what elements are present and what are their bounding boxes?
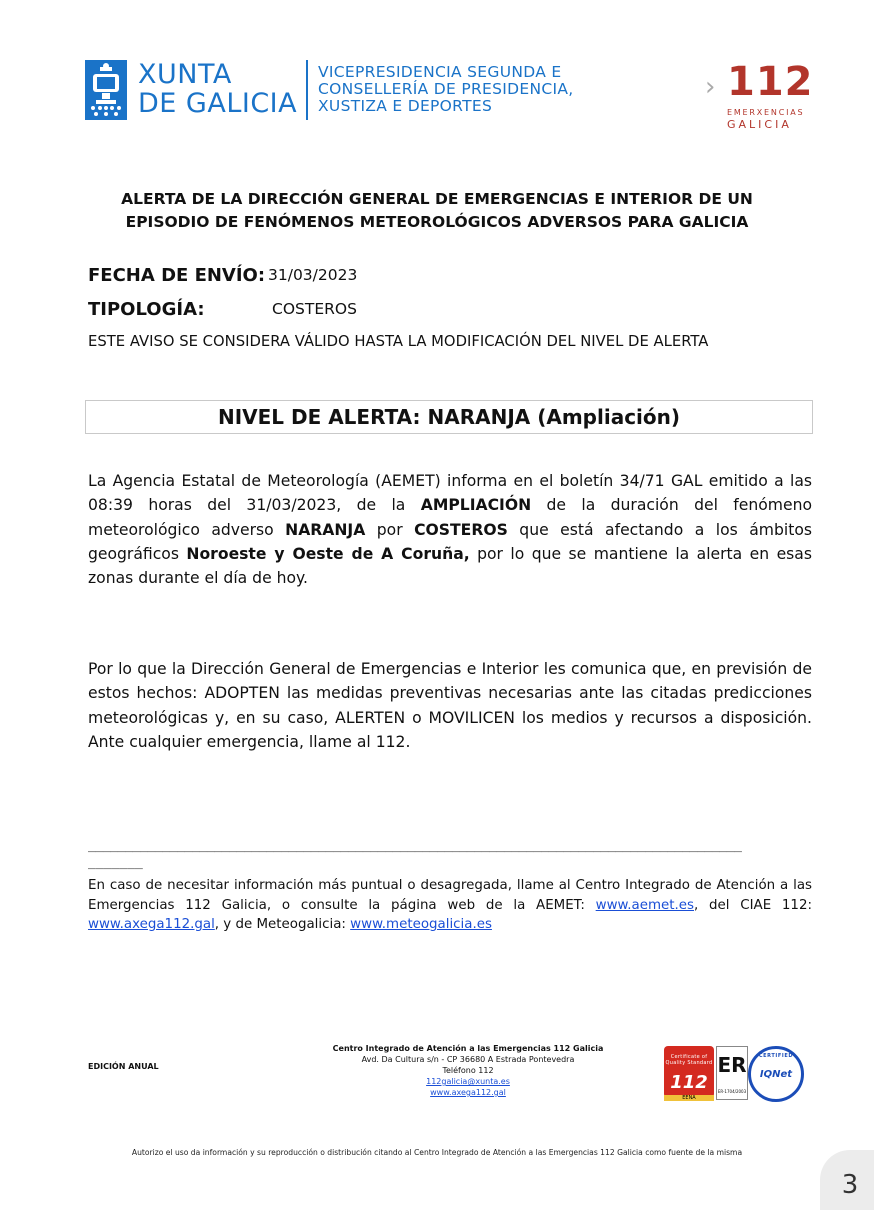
cert1-bottom: EENA bbox=[664, 1095, 714, 1101]
p1-bold-areas: Noroeste y Oeste de A Coruña, bbox=[186, 544, 470, 563]
contact-phone: Teléfono 112 bbox=[442, 1066, 494, 1075]
title-line2: EPISODIO DE FENÓMENOS METEOROLÓGICOS ADVERSOS PARA GALICIA bbox=[125, 213, 749, 231]
contact-email-link[interactable]: 112galicia@xunta.es bbox=[426, 1077, 510, 1086]
cert1-number: 112 bbox=[670, 1072, 708, 1093]
axega-link[interactable]: www.axega112.gal bbox=[88, 917, 215, 932]
dept-line3: XUSTIZA E DEPORTES bbox=[318, 97, 493, 115]
title-line1: ALERTA DE LA DIRECCIÓN GENERAL DE EMERGENCIAS E INTERIOR DE UN bbox=[121, 190, 753, 208]
dept-line1: VICEPRESIDENCIA SEGUNDA E bbox=[318, 63, 562, 81]
p1-text3: por bbox=[365, 520, 415, 539]
contact-web-link[interactable]: www.axega112.gal bbox=[430, 1088, 506, 1097]
authorization-notice: Autorizo el uso da información y su reproducción o distribución citando al Centro Integrado de Atención a las Emergencias 112 Galicia como fuente de la misma bbox=[131, 1148, 743, 1157]
document-title bbox=[60, 188, 814, 234]
p1-text4: que está afectando a los ámbitos geográficos bbox=[88, 520, 812, 563]
dept-line2: CONSELLERÍA DE PRESIDENCIA, bbox=[318, 80, 574, 98]
footnote-text1: En caso de necesitar información más puntual o desagregada, llame al Centro Integrado de Atención a las Emergencias 112 Galicia, o consulte la página web de la AEMET: bbox=[88, 878, 812, 913]
logo-112-sub1: EMERXENCIAS bbox=[727, 108, 805, 117]
alert-level-box: NIVEL DE ALERTA: NARANJA (Ampliación) bbox=[85, 400, 813, 434]
xunta-line1: XUNTA bbox=[138, 59, 232, 90]
aemet-paragraph bbox=[88, 469, 812, 590]
logo-112-number: 112 bbox=[727, 59, 814, 105]
separator-tail: _______ bbox=[88, 855, 143, 870]
quality-certificate-badge bbox=[664, 1046, 714, 1101]
tipologia-label: TIPOLOGÍA: bbox=[88, 299, 205, 320]
footnote-text3: , y de Meteogalicia: bbox=[214, 917, 351, 932]
contact-address: Avd. Da Cultura s/n - CP 36680 A Estrada Pontevedra bbox=[361, 1055, 575, 1064]
aemet-link[interactable]: www.aemet.es bbox=[595, 897, 694, 913]
p1-text5: por lo que se mantiene la alerta en esas zonas durante el día de hoy. bbox=[88, 544, 812, 588]
iqnet-certified-badge bbox=[748, 1046, 804, 1102]
header-divider bbox=[306, 60, 308, 120]
cert2-mark: ER bbox=[717, 1053, 747, 1077]
p1-bold-ampliacion: AMPLIACIÓN bbox=[420, 496, 532, 515]
footnote-text2: , del CIAE 112: bbox=[694, 897, 812, 913]
p1-text1: La Agencia Estatal de Meteorología (AEMET) informa en el boletín 34/71 GAL emitido a las 08:39 horas del 31/03/2023, de la bbox=[88, 472, 812, 515]
chevron-right-icon: › bbox=[705, 72, 716, 102]
cert3-name: IQNet bbox=[759, 1069, 793, 1080]
p1-bold-costeros: COSTEROS bbox=[414, 520, 508, 539]
cert2-code: ER-1704/2003 bbox=[717, 1089, 747, 1094]
cert1-top: Certificate of Quality Standard bbox=[665, 1054, 713, 1066]
p1-bold-naranja: NARANJA bbox=[285, 520, 366, 539]
instructions-paragraph: Por lo que la Dirección General de Emergencias e Interior les comunica que, en previsión de estos hechos: ADOPTEN las medidas preventivas necesarias ante las citadas predicciones meteorológicas y, en su caso, ALERTEN o MOVILICEN los medios y recursos a disposición. Ante cualquier emergencia, llame al 112. bbox=[88, 660, 812, 751]
aenor-er-badge bbox=[716, 1046, 748, 1100]
validity-notice: ESTE AVISO SE CONSIDERA VÁLIDO HASTA LA MODIFICACIÓN DEL NIVEL DE ALERTA bbox=[88, 333, 709, 350]
xunta-name bbox=[138, 60, 297, 118]
contact-title: Centro Integrado de Atención a las Emergencias 112 Galicia bbox=[332, 1044, 604, 1053]
contact-block bbox=[318, 1043, 618, 1098]
xunta-shield-logo bbox=[85, 60, 127, 120]
logo-112-sub2: GALICIA bbox=[727, 118, 792, 131]
cert3-top: CERTIFIED bbox=[758, 1053, 794, 1059]
separator-line: ________________________________________________________________________________________ bbox=[88, 838, 742, 853]
meteogalicia-link[interactable]: www.meteogalicia.es bbox=[350, 917, 492, 932]
p1-text2: de la duración del fenómeno meteorológico adverso bbox=[88, 496, 812, 539]
fecha-value: 31/03/2023 bbox=[268, 266, 358, 284]
page-number: 3 bbox=[820, 1150, 874, 1210]
tipologia-value: COSTEROS bbox=[272, 300, 357, 318]
department-name bbox=[318, 64, 574, 115]
fecha-label: FECHA DE ENVÍO: bbox=[88, 265, 266, 286]
xunta-line2: DE GALICIA bbox=[138, 88, 298, 119]
edicion-label: EDICIÓN ANUAL bbox=[88, 1062, 159, 1071]
footnote-text bbox=[88, 876, 812, 935]
